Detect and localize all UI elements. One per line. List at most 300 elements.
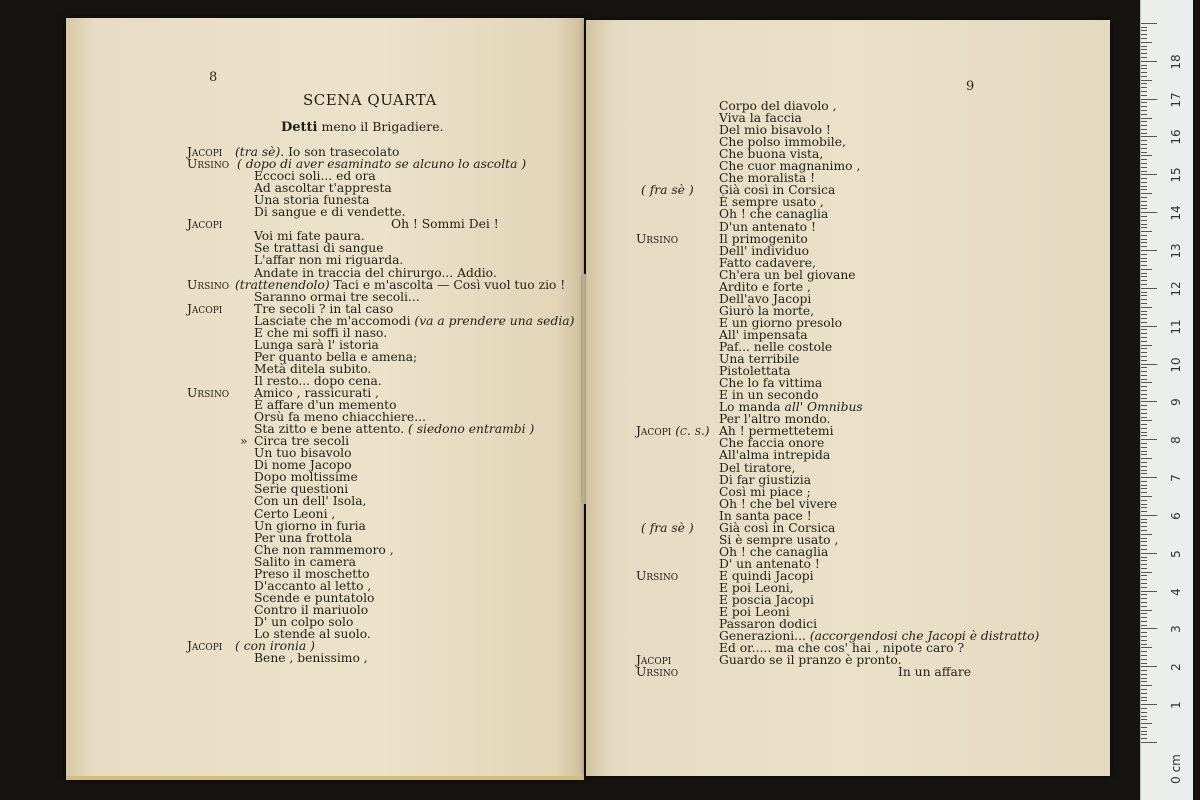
ruler-tick bbox=[1141, 212, 1157, 213]
ruler-tick bbox=[1141, 575, 1147, 576]
ruler-number: 16 bbox=[1169, 129, 1183, 146]
ruler-tick bbox=[1141, 708, 1147, 709]
ruler-tick bbox=[1141, 356, 1147, 357]
ruler-tick bbox=[1141, 265, 1147, 266]
ruler-tick bbox=[1141, 610, 1152, 611]
verse-text: Di sangue e di vendette. bbox=[254, 205, 406, 220]
ruler-tick bbox=[1141, 136, 1157, 137]
speaker-label bbox=[187, 387, 229, 399]
ruler-number: 18 bbox=[1169, 54, 1183, 70]
speaker-label bbox=[187, 303, 222, 315]
ruler-tick bbox=[1141, 72, 1147, 73]
ruler-tick bbox=[1141, 681, 1147, 682]
verse-text: Oh ! che canaglia bbox=[719, 207, 829, 222]
ruler-tick bbox=[1141, 375, 1147, 376]
speaker-name: Jacopi bbox=[187, 217, 223, 232]
ruler-tick bbox=[1141, 640, 1147, 641]
ruler-tick bbox=[1141, 106, 1147, 107]
ruler-tick bbox=[1141, 458, 1152, 459]
ruler-tick bbox=[1141, 553, 1157, 554]
ruler-tick bbox=[1141, 364, 1157, 365]
ruler-tick bbox=[1141, 299, 1147, 300]
ruler-tick bbox=[1141, 583, 1147, 584]
ruler-number: 8 bbox=[1169, 436, 1183, 445]
verse-text: E quindi Jacopi bbox=[719, 568, 814, 583]
ruler-unit-label: 0 cm bbox=[1169, 754, 1183, 784]
ruler-tick bbox=[1141, 625, 1147, 626]
verse-text: Oh ! che canaglia bbox=[719, 544, 829, 559]
verse-text: Paf... nelle costole bbox=[719, 340, 833, 354]
verse-text: Una storia funesta bbox=[254, 193, 370, 208]
verse-text: D'accanto al letto , bbox=[254, 578, 372, 593]
ruler-tick bbox=[1141, 288, 1157, 289]
ruler-tick bbox=[1141, 91, 1147, 92]
ruler-tick bbox=[1141, 110, 1147, 111]
verse-text: Che non rammemoro , bbox=[254, 542, 394, 557]
ruler-tick bbox=[1141, 606, 1147, 607]
ruler-tick bbox=[1141, 201, 1147, 202]
ruler-tick bbox=[1141, 470, 1147, 471]
ruler-tick bbox=[1141, 674, 1147, 675]
verse-text: Contro il mariuolo bbox=[254, 602, 369, 617]
ruler-tick bbox=[1141, 492, 1147, 493]
ruler-number: 13 bbox=[1169, 243, 1183, 259]
verse-text: Un giorno in furia bbox=[254, 518, 366, 533]
ruler-number: 7 bbox=[1169, 474, 1183, 482]
ruler-number: 6 bbox=[1169, 512, 1183, 520]
verse-text: . Io son trasecolato bbox=[280, 145, 400, 159]
ruler-tick bbox=[1141, 197, 1147, 198]
verse-text: L'affar non mi riguarda. bbox=[254, 253, 404, 268]
ruler-tick bbox=[1141, 439, 1157, 440]
verse-text: Sta zitto e bene attento. bbox=[254, 422, 409, 437]
verse-text: D' un colpo solo bbox=[254, 614, 354, 629]
ruler-tick bbox=[1141, 481, 1147, 482]
verse-text: Corpo del diavolo , bbox=[719, 99, 837, 113]
ruler-tick bbox=[1141, 27, 1147, 28]
ruler-tick bbox=[1141, 557, 1147, 558]
ruler-tick bbox=[1141, 685, 1152, 686]
ruler-tick bbox=[1141, 224, 1147, 225]
stage-direction: ( dopo di aver esaminato se alcuno lo ascolta ) bbox=[237, 157, 527, 172]
verse-text: Dopo moltissime bbox=[254, 470, 358, 485]
ruler-tick bbox=[1141, 186, 1147, 187]
verse-text: Ed or..... ma che cos' hai , nipote caro ? bbox=[719, 641, 965, 656]
ruler-tick bbox=[1141, 99, 1157, 100]
stage-direction: all' Omnibus bbox=[784, 400, 863, 415]
ruler-tick bbox=[1141, 80, 1152, 81]
speaker-name: Ursino bbox=[187, 157, 230, 172]
ruler-tick bbox=[1141, 591, 1157, 592]
verse-text: Già così in Corsica bbox=[719, 183, 836, 198]
ruler-number: 15 bbox=[1169, 167, 1183, 183]
ruler-tick bbox=[1141, 538, 1147, 539]
ruler-tick bbox=[1141, 405, 1147, 406]
ruler-tick bbox=[1141, 258, 1147, 259]
verse-text: Che cuor magnanimo , bbox=[719, 159, 861, 174]
verse-text: È sempre usato , bbox=[719, 195, 824, 210]
ruler-tick bbox=[1141, 42, 1152, 43]
ruler-number: 17 bbox=[1169, 91, 1183, 108]
stage-direction: (tra sè) bbox=[235, 145, 281, 159]
verse-text: Metà ditela subito. bbox=[254, 361, 372, 376]
ruler-tick bbox=[1141, 719, 1147, 720]
verse-text: Guardo se il pranzo è pronto. bbox=[719, 653, 902, 668]
verse-text: Generazioni... bbox=[719, 629, 810, 644]
ruler-tick bbox=[1141, 178, 1147, 179]
ruler-tick bbox=[1141, 171, 1147, 172]
ruler-tick bbox=[1141, 594, 1147, 595]
ruler-number: 9 bbox=[1169, 398, 1183, 407]
ruler-tick bbox=[1141, 140, 1147, 141]
ruler-tick bbox=[1141, 734, 1147, 735]
ruler-tick bbox=[1141, 534, 1152, 535]
ruler-tick bbox=[1141, 659, 1147, 660]
verse-line bbox=[254, 206, 406, 218]
ruler-tick bbox=[1141, 587, 1147, 588]
scene-subtitle bbox=[281, 119, 444, 135]
verse-text: Voi mi fate paura. bbox=[254, 229, 365, 244]
ruler-tick bbox=[1141, 727, 1147, 728]
margin-mark: » bbox=[240, 434, 248, 449]
ruler-tick bbox=[1141, 413, 1147, 414]
ruler-tick bbox=[1141, 95, 1147, 96]
ruler-tick bbox=[1141, 38, 1147, 39]
verse-text: E poscia Jacopi bbox=[719, 593, 814, 608]
ruler-tick bbox=[1141, 205, 1147, 206]
ruler-tick bbox=[1141, 655, 1147, 656]
verse-text: Oh ! Sommi Dei ! bbox=[391, 217, 499, 232]
aside-text: ( fra sè ) bbox=[641, 183, 694, 198]
ruler-tick bbox=[1141, 57, 1147, 58]
page-number-left: 8 bbox=[209, 70, 218, 85]
ruler-tick bbox=[1141, 451, 1147, 452]
aside-label bbox=[641, 184, 694, 196]
verse-text: Del tiratore, bbox=[719, 460, 796, 475]
verse-text: Il resto... dopo cena. bbox=[254, 373, 382, 388]
ruler-tick bbox=[1141, 307, 1152, 308]
ruler-tick bbox=[1141, 30, 1147, 31]
ruler-tick bbox=[1141, 504, 1147, 505]
verse-text: Che lo fa vittima bbox=[719, 376, 823, 391]
ruler-tick bbox=[1141, 386, 1147, 387]
verse-text: Ch'era un bel giovane bbox=[719, 267, 856, 282]
verse-text: Lunga sarà l' istoria bbox=[254, 337, 379, 352]
ruler-tick bbox=[1141, 689, 1147, 690]
ruler-tick bbox=[1141, 49, 1147, 50]
ruler-tick bbox=[1141, 507, 1147, 508]
ruler-tick bbox=[1141, 401, 1157, 402]
verse-text: Lo stende al suolo. bbox=[254, 627, 371, 641]
ruler-tick bbox=[1141, 515, 1157, 516]
speaker-name: Jacopi bbox=[636, 653, 672, 668]
speaker-label bbox=[187, 218, 222, 230]
speaker-name: Ursino bbox=[187, 386, 230, 400]
ruler-number: 4 bbox=[1169, 587, 1183, 596]
ruler-tick bbox=[1141, 621, 1147, 622]
verse-text: Serie questioni bbox=[254, 482, 349, 497]
ruler-tick bbox=[1141, 345, 1152, 346]
speaker-label bbox=[636, 233, 678, 245]
ruler-tick bbox=[1141, 360, 1147, 361]
verse-text: Andate in traccia del chirurgo... Addio. bbox=[254, 265, 497, 280]
ruler-tick bbox=[1141, 488, 1147, 489]
ruler-tick bbox=[1141, 697, 1147, 698]
ruler-tick bbox=[1141, 159, 1147, 160]
ruler-tick bbox=[1141, 572, 1152, 573]
left-page bbox=[66, 18, 584, 780]
ruler-tick bbox=[1141, 303, 1147, 304]
ruler-tick bbox=[1141, 693, 1147, 694]
ruler-tick bbox=[1141, 292, 1147, 293]
ruler-tick bbox=[1141, 65, 1147, 66]
verse-text: Una terribile bbox=[719, 352, 800, 367]
ruler-tick bbox=[1141, 193, 1152, 194]
verse-line bbox=[254, 652, 368, 664]
ruler-tick bbox=[1141, 541, 1147, 542]
ruler-tick bbox=[1141, 398, 1147, 399]
scene-subtitle-bold: Detti bbox=[281, 120, 318, 135]
ruler-tick bbox=[1141, 273, 1147, 274]
ruler-tick bbox=[1141, 462, 1147, 463]
ruler-tick bbox=[1141, 678, 1147, 679]
verse-text: Del mio bisavolo ! bbox=[719, 123, 831, 138]
ruler-tick bbox=[1141, 519, 1147, 520]
stage-direction: (va a prendere una sedia) bbox=[414, 313, 575, 328]
ruler-tick bbox=[1141, 246, 1147, 247]
stage-direction: ( con ironia ) bbox=[235, 639, 315, 654]
ruler-tick bbox=[1141, 227, 1147, 228]
ruler-tick bbox=[1141, 409, 1147, 410]
verse-text: Viva la faccia bbox=[719, 111, 802, 126]
ruler-tick bbox=[1141, 716, 1147, 717]
stage-direction: (trattenendolo) bbox=[235, 277, 330, 292]
ruler-tick bbox=[1141, 560, 1147, 561]
verse-text: D'un antenato ! bbox=[719, 219, 816, 234]
ruler-tick bbox=[1141, 333, 1147, 334]
ruler-tick bbox=[1141, 239, 1147, 240]
speaker-name: Ursino bbox=[636, 231, 679, 246]
verse-text: Passaron dodici bbox=[719, 617, 818, 632]
ruler-tick bbox=[1141, 530, 1147, 531]
ruler-tick bbox=[1141, 125, 1147, 126]
aside-text: ( fra sè ) bbox=[641, 520, 694, 535]
speaker-name: Jacopi bbox=[187, 145, 223, 159]
ruler-number: 12 bbox=[1169, 281, 1183, 297]
stage-direction: ( siedono entrambi ) bbox=[408, 422, 535, 437]
verse-text: Ah ! permettetemi bbox=[719, 424, 834, 439]
ruler-tick bbox=[1141, 129, 1147, 130]
verse-text: E in un secondo bbox=[719, 388, 819, 403]
ruler-tick bbox=[1141, 394, 1147, 395]
ruler-tick bbox=[1141, 496, 1152, 497]
verse-text: Che polso immobile, bbox=[719, 135, 846, 150]
ruler-number: 11 bbox=[1169, 319, 1183, 335]
ruler-tick bbox=[1141, 254, 1147, 255]
ruler-tick bbox=[1141, 628, 1157, 629]
ruler-tick bbox=[1141, 466, 1147, 467]
ruler-tick bbox=[1141, 602, 1147, 603]
ruler-tick bbox=[1141, 443, 1147, 444]
verse-text: Così mi piace ; bbox=[719, 484, 811, 499]
verse-text: Preso il moschetto bbox=[254, 566, 370, 581]
ruler-tick bbox=[1141, 311, 1147, 312]
verse-text: All' impensata bbox=[719, 327, 808, 342]
ruler-tick bbox=[1141, 617, 1147, 618]
verse-text: Per l'altro mondo. bbox=[719, 412, 831, 427]
ruler-tick bbox=[1141, 477, 1157, 478]
ruler-number: 2 bbox=[1169, 663, 1183, 672]
ruler-tick bbox=[1141, 280, 1147, 281]
speaker-label bbox=[636, 425, 710, 437]
ruler-tick bbox=[1141, 261, 1147, 262]
speaker-label bbox=[636, 666, 678, 678]
verse-text: E poi Leoni, bbox=[719, 581, 794, 595]
ruler-tick bbox=[1141, 700, 1147, 701]
ruler-tick bbox=[1141, 579, 1147, 580]
ruler-tick bbox=[1141, 208, 1147, 209]
scene-subtitle-rest: meno il Brigadiere. bbox=[317, 119, 444, 134]
verse-text: Scende e puntatolo bbox=[254, 590, 375, 605]
ruler-tick bbox=[1141, 284, 1147, 285]
ruler-tick bbox=[1141, 382, 1152, 383]
verse-text: Amico , rassicurati , bbox=[254, 386, 379, 400]
verse-text: E poi Leoni bbox=[719, 605, 790, 620]
ruler-tick bbox=[1141, 34, 1147, 35]
verse-text: Certo Leoni , bbox=[254, 506, 336, 521]
verse-text: Lasciate che m'accomodi bbox=[254, 313, 415, 328]
page-number-right: 9 bbox=[966, 79, 975, 94]
ruler-tick bbox=[1141, 235, 1147, 236]
ruler-tick bbox=[1141, 420, 1152, 421]
ruler-tick bbox=[1141, 522, 1147, 523]
verse-text: Se trattasi di sangue bbox=[254, 241, 384, 256]
ruler-tick bbox=[1141, 545, 1147, 546]
ruler-tick bbox=[1141, 231, 1152, 232]
ruler-tick bbox=[1141, 250, 1157, 251]
ruler-number: 1 bbox=[1169, 701, 1183, 709]
ruler-tick bbox=[1141, 473, 1147, 474]
ruler-tick bbox=[1141, 424, 1147, 425]
ruler-tick bbox=[1141, 435, 1147, 436]
speaker-name: Ursino bbox=[636, 665, 679, 680]
ruler-tick bbox=[1141, 118, 1152, 119]
verse-text: È affare d'un memento bbox=[254, 398, 397, 413]
ruler-tick bbox=[1141, 189, 1147, 190]
ruler-tick bbox=[1141, 432, 1147, 433]
ruler-tick bbox=[1141, 731, 1147, 732]
ruler-tick bbox=[1141, 485, 1147, 486]
verse-line bbox=[719, 654, 902, 666]
verse-text: Oh ! che bel vivere bbox=[719, 496, 838, 511]
verse-text: In un affare bbox=[898, 665, 971, 680]
verse-text: E un giorno presolo bbox=[719, 315, 843, 330]
verse-text: Già così in Corsica bbox=[719, 520, 836, 535]
right-page bbox=[586, 20, 1110, 776]
speaker-name: Jacopi bbox=[636, 424, 672, 439]
verse-text: Che faccia onore bbox=[719, 436, 825, 451]
speaker-direction: (c. s.) bbox=[671, 424, 710, 439]
verse-text: Fatto cadavere, bbox=[719, 255, 816, 270]
verse-text: Di nome Jacopo bbox=[254, 458, 352, 473]
ruler-tick bbox=[1141, 371, 1147, 372]
ruler-tick bbox=[1141, 644, 1147, 645]
verse-text: Un tuo bisavolo bbox=[254, 446, 352, 461]
ruler-tick bbox=[1141, 564, 1147, 565]
ruler-tick bbox=[1141, 174, 1157, 175]
ruler-tick bbox=[1141, 337, 1147, 338]
ruler-tick bbox=[1141, 133, 1147, 134]
ruler-tick bbox=[1141, 269, 1152, 270]
ruler-tick bbox=[1141, 549, 1147, 550]
ruler-tick bbox=[1141, 647, 1152, 648]
ruler-tick bbox=[1141, 114, 1147, 115]
ruler-tick bbox=[1141, 428, 1147, 429]
ruler-tick bbox=[1141, 163, 1147, 164]
ruler-tick bbox=[1141, 87, 1147, 88]
speaker-label bbox=[187, 279, 229, 291]
verse-text: Ad ascoltar t'appresta bbox=[254, 181, 392, 196]
ruler-tick bbox=[1141, 613, 1147, 614]
verse-text: Taci e m'ascolta — Così vuol tuo zio ! bbox=[329, 277, 566, 292]
ruler-tick bbox=[1141, 651, 1147, 652]
verse-text: Lo manda bbox=[719, 400, 785, 415]
ruler-tick bbox=[1141, 666, 1157, 667]
ruler-tick bbox=[1141, 68, 1147, 69]
ruler-tick bbox=[1141, 526, 1147, 527]
ruler-tick bbox=[1141, 326, 1157, 327]
verse-text: Salito in camera bbox=[254, 554, 357, 569]
verse-text: Pistolettata bbox=[719, 364, 791, 379]
ruler-tick bbox=[1141, 454, 1147, 455]
ruler-tick bbox=[1141, 568, 1147, 569]
verse-text: Per una frottola bbox=[254, 530, 353, 545]
ruler-tick bbox=[1141, 23, 1157, 24]
ruler-tick bbox=[1141, 314, 1147, 315]
scene-title: SCENA QUARTA bbox=[303, 91, 437, 109]
speaker-label bbox=[636, 570, 678, 582]
verse-text: Ardito e forte , bbox=[719, 279, 811, 294]
verse-text: Circa tre secoli bbox=[254, 434, 350, 449]
ruler-tick bbox=[1141, 341, 1147, 342]
verse-text: Il primogenito bbox=[719, 231, 808, 246]
ruler-tick bbox=[1141, 632, 1147, 633]
verse-text: Tre secoli ? in tal caso bbox=[254, 301, 394, 316]
speaker-label bbox=[187, 640, 222, 652]
speaker-name: Jacopi bbox=[187, 301, 223, 316]
ruler-tick bbox=[1141, 152, 1147, 153]
ruler-tick bbox=[1141, 670, 1147, 671]
ruler-tick bbox=[1141, 447, 1147, 448]
ruler-tick bbox=[1141, 663, 1147, 664]
verse-text: Che moralista ! bbox=[719, 171, 816, 186]
verse-text: Orsù fa meno chiacchiere... bbox=[254, 410, 426, 425]
ruler-tick bbox=[1141, 216, 1147, 217]
ruler-tick bbox=[1141, 121, 1147, 122]
ruler-tick bbox=[1141, 329, 1147, 330]
ruler-tick bbox=[1141, 83, 1147, 84]
verse-text: Dell'avo Jacopi bbox=[719, 291, 812, 306]
ruler-tick bbox=[1141, 348, 1147, 349]
ruler-number: 10 bbox=[1169, 356, 1183, 373]
ruler-tick bbox=[1141, 417, 1147, 418]
stage-direction: (accorgendosi che Jacopi è distratto) bbox=[809, 629, 1040, 644]
ruler-tick bbox=[1141, 390, 1147, 391]
ruler-number: 3 bbox=[1169, 625, 1183, 634]
measuring-ruler bbox=[1140, 0, 1193, 800]
verse-text: Di far giustizia bbox=[719, 472, 812, 487]
ruler-tick bbox=[1141, 738, 1147, 739]
